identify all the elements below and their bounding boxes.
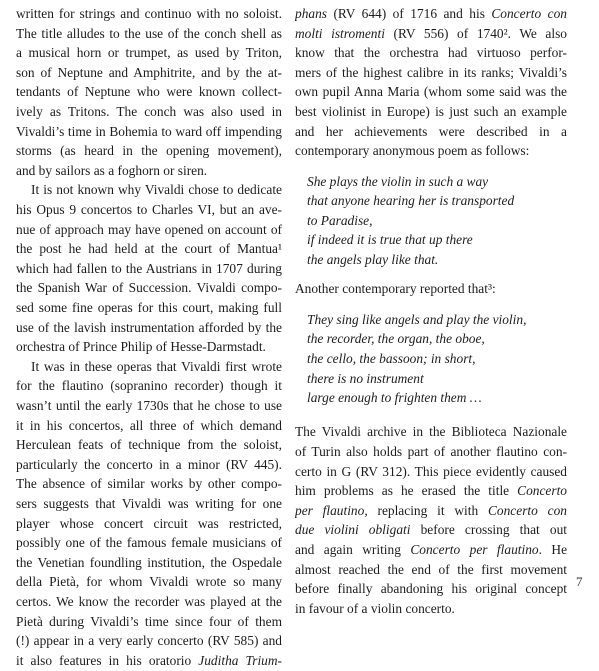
paragraph-line: best violinist in Europe) is just such an example	[295, 104, 567, 119]
italic-title: phans	[295, 6, 327, 21]
text-span: (RV 644) of 1716 and his	[327, 6, 492, 21]
paragraph-line: mers of the highest calibre in its ranks; Vivaldi’s	[295, 64, 567, 80]
italic-title: Concerto per flautino	[410, 542, 539, 558]
poem-line: the recorder, the organ, the oboe,	[307, 331, 485, 347]
paragraph-line: the Venetian foundling institution, the Ospedale	[16, 554, 282, 570]
paragraph-line: it in his concertos, all three of which demand	[16, 417, 282, 433]
italic-title: per flautino	[295, 502, 365, 518]
paragraph-line: contemporary anonymous poem as follows:	[295, 143, 530, 159]
paragraph-line: and by sailors as a foghorn or siren.	[16, 162, 208, 178]
paragraph-line: before finally abandoning his original concept	[295, 581, 567, 597]
paragraph-line: orchestra of Prince Philip of Hesse-Darmstadt.	[16, 339, 266, 355]
paragraph-line	[295, 24, 567, 44]
poem-line: large enough to frighten them …	[307, 390, 482, 406]
poem-line: She plays the violin in such a way	[307, 173, 489, 189]
paragraph-line: which had fallen to the Austrians in 1707 during	[16, 260, 282, 276]
italic-title: Concerto	[517, 483, 567, 499]
paragraph-line: know that the orchestra had virtuoso perfor-	[295, 45, 567, 61]
italic-title: due violini obligati	[295, 522, 411, 538]
paragraph-line: possibly one of the famous female musicians of	[16, 535, 282, 551]
paragraph-line: particularly the concerto in a minor (RV 445).	[16, 456, 282, 472]
paragraph-line: It was in these operas that Vivaldi first wrote	[31, 358, 282, 374]
paragraph-line: Herculean feats of technique from the soloist,	[16, 437, 282, 453]
paragraph-line	[295, 520, 567, 540]
paragraph-line	[295, 4, 567, 24]
poem-line: the cello, the bassoon; in short,	[307, 350, 476, 366]
paragraph-line: son of Neptune and Amphitrite, and by the at-	[16, 64, 282, 80]
text-span: (RV 556) of 1740². We also	[384, 25, 567, 41]
poem-line: the angels play like that.	[307, 251, 439, 267]
paragraph-line: player whose concert circuit was restricted,	[16, 515, 282, 531]
paragraph-line: the post he had held at the court of Mantua¹	[16, 241, 282, 257]
poem-line: that anyone hearing her is transported	[307, 193, 515, 209]
paragraph-line	[295, 540, 567, 560]
paragraph-line: della Pietà, for whom Vivaldi wrote so many	[16, 574, 282, 590]
italic-title: Concerto con	[491, 6, 567, 21]
text-span: and again writing	[295, 542, 411, 558]
italic-title: Concerto con	[487, 502, 567, 518]
italic-title: molti istromenti	[295, 25, 385, 41]
italic-title: Juditha Trium-	[198, 652, 282, 668]
paragraph-line: It is not known why Vivaldi chose to dedicate	[31, 182, 282, 198]
paragraph-line: The Vivaldi archive in the Biblioteca Nazionale	[295, 424, 567, 440]
text-span: it also features in his oratorio	[16, 652, 199, 668]
paragraph-line: Pietà during Vivaldi’s time since four of them	[16, 613, 282, 629]
paragraph-line: storms (as heard in the opening movement),	[16, 143, 282, 159]
paragraph-line: sed some fine operas for this court, making full	[16, 300, 282, 315]
paragraph-line: ively as Tritons. The conch was also used in	[16, 104, 282, 119]
paragraph-line: a musical horn or trumpet, as used by Triton,	[16, 45, 282, 61]
paragraph-line: in favour of a violin concerto.	[295, 600, 455, 616]
paragraph-line: sers suggests that Vivaldi was writing for one	[16, 496, 282, 511]
page-number: 7	[576, 574, 583, 589]
poem-line: They sing like angels and play the violin,	[307, 311, 527, 327]
text-span: him problems as he erased the title	[295, 483, 518, 499]
text-span: , replacing it with	[364, 502, 488, 518]
text-span: . He	[538, 542, 567, 558]
paragraph-line: his Opus 9 concertos to Charles VI, but an ave-	[16, 202, 282, 217]
paragraph-line: Another contemporary reported that³:	[295, 281, 496, 297]
paragraph-line: wasn’t until the early 1730s that he chose to use	[16, 398, 282, 413]
paragraph-line: for the flautino (sopranino recorder) though it	[16, 378, 282, 394]
paragraph-line: The title alludes to the use of the conch shell as	[16, 25, 282, 41]
poem-line: there is no instrument	[307, 370, 424, 386]
paragraph-line: Vivaldi’s time in Bohemia to ward off impending	[16, 123, 282, 139]
poem-line: if indeed it is true that up there	[307, 232, 473, 248]
paragraph-line: own pupil Anna Maria (whom some said was the	[295, 84, 567, 100]
paragraph-line: the Spanish War of Succession. Vivaldi compo-	[16, 280, 282, 296]
paragraph-line: almost reached the end of the first movement	[295, 561, 567, 577]
poem-line: to Paradise,	[307, 212, 373, 228]
paragraph-line: of Turin also holds part of another flautino con-	[295, 444, 567, 460]
paragraph-line: written for strings and continuo with no soloist.	[16, 6, 282, 21]
paragraph-line: use of the lavish instrumentation afforded by the	[16, 319, 282, 335]
paragraph-line	[295, 501, 567, 521]
paragraph-line: tendants of Neptune who were known collect-	[16, 84, 282, 100]
paragraph-line	[16, 651, 282, 671]
paragraph-line: (!) appear in a very early concerto (RV 585) and	[16, 633, 282, 649]
paragraph-line: certo in G (RV 312). This piece evidently caused	[295, 463, 567, 479]
paragraph-line: nue of approach may have opened on account of	[16, 221, 282, 237]
paragraph-line: and her achievements were described in a	[295, 123, 567, 139]
paragraph-line: The absence of similar works by other compo-	[16, 476, 282, 492]
paragraph-line: certos. We know the recorder was played at the	[16, 594, 282, 609]
text-span: before crossing that out	[410, 522, 567, 538]
paragraph-line	[295, 481, 567, 501]
